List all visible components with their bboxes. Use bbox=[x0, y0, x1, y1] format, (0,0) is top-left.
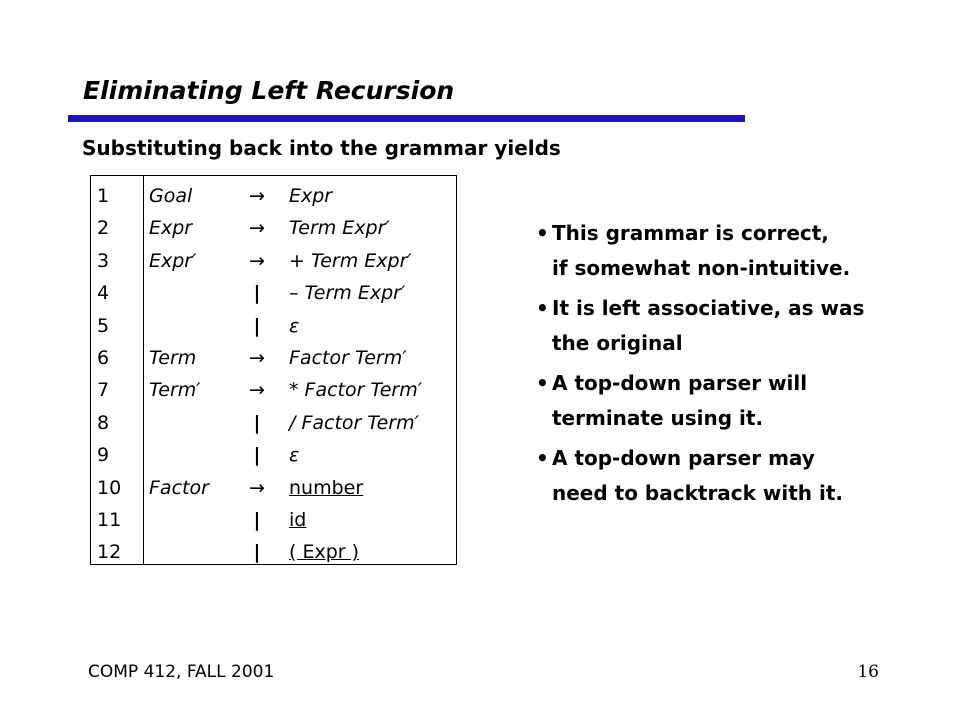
bullet-dot-icon: • bbox=[536, 371, 549, 395]
production-operator: → bbox=[249, 249, 265, 272]
production-number: 4 bbox=[97, 282, 110, 305]
production-rhs: ε bbox=[289, 314, 300, 337]
production-operator: | bbox=[253, 282, 261, 305]
production-lhs: Expr′ bbox=[149, 249, 197, 272]
grammar-row bbox=[91, 212, 456, 244]
production-rhs: + Term Expr′ bbox=[289, 249, 412, 272]
production-lhs: Term bbox=[149, 347, 197, 369]
production-number: 9 bbox=[97, 444, 110, 467]
grammar-row bbox=[91, 472, 456, 504]
production-number: 3 bbox=[97, 249, 110, 272]
bullet-dot-icon: • bbox=[536, 446, 549, 470]
grammar-row bbox=[91, 439, 456, 471]
production-number: 8 bbox=[97, 411, 110, 434]
production-lhs: Expr bbox=[149, 217, 193, 240]
bullet-item bbox=[536, 441, 936, 511]
production-rhs: Factor Term′ bbox=[289, 347, 407, 369]
production-lhs: Factor bbox=[149, 476, 209, 499]
production-operator: | bbox=[253, 314, 261, 337]
bullet-text: A top-down parser will terminate using it. bbox=[552, 371, 808, 430]
bullet-text: This grammar is correct, if somewhat non-intuitive. bbox=[552, 221, 851, 280]
production-rhs: / Factor Term′ bbox=[289, 411, 419, 434]
production-rhs: ε bbox=[289, 444, 300, 467]
grammar-row bbox=[91, 180, 456, 212]
production-number: 7 bbox=[97, 379, 110, 402]
grammar-row bbox=[91, 342, 456, 374]
grammar-row bbox=[91, 504, 456, 536]
production-operator: → bbox=[249, 217, 265, 240]
grammar-row bbox=[91, 374, 456, 406]
production-number: 10 bbox=[97, 476, 122, 499]
grammar-row bbox=[91, 407, 456, 439]
grammar-row bbox=[91, 536, 456, 568]
production-rhs: id bbox=[289, 509, 307, 531]
grammar-row bbox=[91, 310, 456, 342]
production-number: 12 bbox=[97, 541, 122, 564]
production-lhs: Goal bbox=[149, 185, 193, 207]
production-operator: | bbox=[253, 411, 261, 434]
bullet-text: It is left associative, as was the original bbox=[552, 296, 865, 355]
bullet-item bbox=[536, 216, 936, 286]
grammar-table bbox=[90, 175, 457, 565]
production-operator: | bbox=[253, 541, 261, 564]
production-rhs: Expr bbox=[289, 185, 333, 207]
production-lhs: Term′ bbox=[149, 379, 201, 402]
slide-title: Eliminating Left Recursion bbox=[83, 76, 455, 105]
production-rhs: number bbox=[289, 476, 364, 499]
production-operator: → bbox=[249, 379, 265, 402]
production-operator: → bbox=[249, 347, 265, 369]
bullet-dot-icon: • bbox=[536, 221, 549, 245]
bullet-list bbox=[536, 216, 936, 516]
page-number: 16 bbox=[857, 662, 879, 682]
production-operator: → bbox=[249, 185, 265, 207]
production-number: 5 bbox=[97, 314, 110, 337]
footer-course: COMP 412, FALL 2001 bbox=[88, 662, 275, 682]
production-operator: | bbox=[253, 509, 261, 531]
title-rule bbox=[68, 115, 745, 122]
bullet-text: A top-down parser may need to backtrack with it. bbox=[552, 446, 844, 505]
production-rhs: ( Expr ) bbox=[289, 541, 360, 564]
production-number: 1 bbox=[97, 185, 110, 207]
production-operator: → bbox=[249, 476, 265, 499]
production-operator: | bbox=[253, 444, 261, 467]
bullet-dot-icon: • bbox=[536, 296, 549, 320]
slide-subtitle: Substituting back into the grammar yields bbox=[82, 136, 561, 160]
bullet-item bbox=[536, 291, 936, 361]
grammar-row bbox=[91, 277, 456, 309]
production-number: 11 bbox=[97, 509, 122, 531]
grammar-row bbox=[91, 245, 456, 277]
production-number: 6 bbox=[97, 347, 110, 369]
production-number: 2 bbox=[97, 217, 110, 240]
production-rhs: * Factor Term′ bbox=[289, 379, 423, 402]
production-rhs: – Term Expr′ bbox=[289, 282, 406, 305]
bullet-item bbox=[536, 366, 936, 436]
production-rhs: Term Expr′ bbox=[289, 217, 390, 240]
